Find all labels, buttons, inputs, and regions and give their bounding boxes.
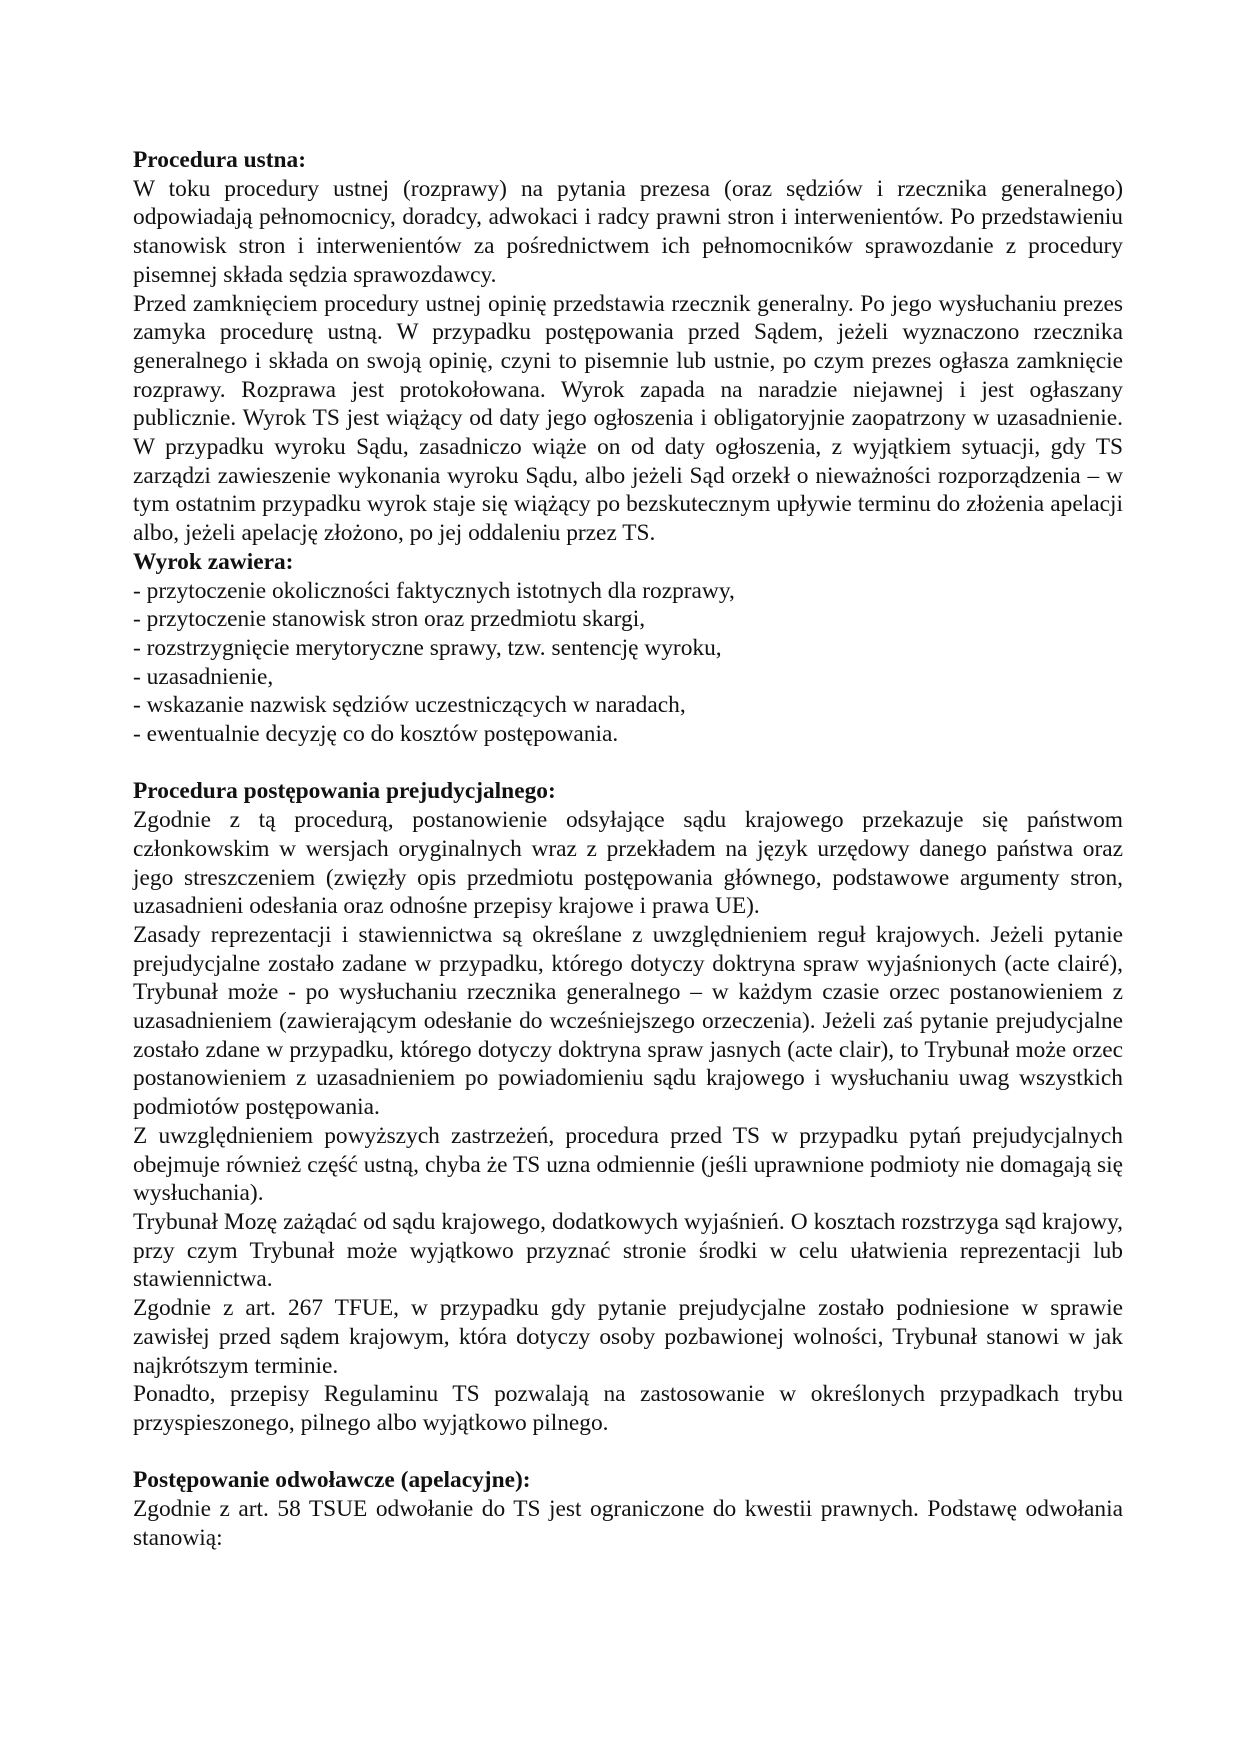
- spacer: [133, 1438, 1123, 1467]
- judgment-contents-list: [133, 577, 1123, 749]
- document-page: [133, 146, 1123, 1552]
- list-item: - przytoczenie okoliczności faktycznych istotnych dla rozprawy,: [133, 577, 735, 604]
- paragraph: Ponadto, przepisy Regulaminu TS pozwalają na zastosowanie w określonych przypadkach trybu przyspieszonego, pilnego albo wyjątkowo pilnego.: [133, 1381, 1123, 1436]
- paragraph: Trybunał Mozę zażądać od sądu krajowego, dodatkowych wyjaśnień. O kosztach rozstrzyga sąd krajowy, przy czym Trybunał może wyjątkowo przyznać stronie środki w celu ułatwienia reprezentacji lub stawiennictwa.: [133, 1209, 1123, 1293]
- paragraph: Zasady reprezentacji i stawiennictwa są określane z uwzględnieniem reguł krajowych. Jeżeli pytanie prejudycjalne zostało zadane w przypadku, którego dotyczy doktryna spraw wyjaśnionych (acte clairé), Trybunał może - po wysłuchaniu rzecznika generalnego – w każdym czasie orzec postanowieniem z uzasadnieniem (zawierającym odesłanie do wcześniejszego orzeczenia). Jeżeli zaś pytanie prejudycjalne zostało zdane w przypadku, którego dotyczy doktryna spraw jasnych (acte clair), to Trybunał może orzec postanowieniem z uzasadnieniem po powiadomieniu sądu krajowego i wysłuchaniu uwag wszystkich podmiotów postępowania.: [133, 921, 1123, 1121]
- paragraph: Zgodnie z tą procedurą, postanowienie odsyłające sądu krajowego przekazuje się państwom członkowskim w wersjach oryginalnych wraz z przekładem na język urzędowy danego państwa oraz jego streszczeniem (zwięzły opis przedmiotu postępowania głównego, podstawowe argumenty stron, uzasadnieni odesłania oraz odnośne przepisy krajowe i prawa UE).: [133, 807, 1123, 920]
- paragraph: Z uwzględnieniem powyższych zastrzeżeń, procedura przed TS w przypadku pytań prejudycjalnych obejmuje również część ustną, chyba że TS uzna odmiennie (jeśli uprawnione podmioty nie domagają się wysłuchania).: [133, 1122, 1123, 1207]
- paragraph: Przed zamknięciem procedury ustnej opinię przedstawia rzecznik generalny. Po jego wysłuchaniu prezes zamyka procedurę ustną. W przypadku postępowania przed Sądem, jeżeli wyznaczono rzecznika generalnego i składa on swoją opinię, czyni to pisemnie lub ustnie, po czym prezes ogłasza zamknięcie rozprawy. Rozprawa jest protokołowana. Wyrok zapada na naradzie niejawnej i jest ogłaszany publicznie. Wyrok TS jest wiążący od daty jego ogłoszenia i obligatoryjnie zaopatrzony w uzasadnienie. W przypadku wyroku Sądu, zasadniczo wiąże on od daty ogłoszenia, z wyjątkiem sytuacji, gdy TS zarządzi zawieszenie wykonania wyroku Sądu, albo jeżeli Sąd orzekł o nieważności rozporządzenia – w tym ostatnim przypadku wyrok staje się wiążący po bezskutecznym upływie terminu do złożenia apelacji albo, jeżeli apelację złożono, po jej oddaleniu przez TS.: [133, 290, 1123, 547]
- list-item: - uzasadnienie,: [133, 663, 274, 690]
- paragraph: W toku procedury ustnej (rozprawy) na pytania prezesa (oraz sędziów i rzecznika generalnego) odpowiadają pełnomocnicy, doradcy, adwokaci i radcy prawni stron i interwenientów. Po przedstawieniu stanowisk stron i interwenientów za pośrednictwem ich pełnomocników sprawozdanie z procedury pisemnej składa sędzia sprawozdawcy.: [133, 175, 1123, 288]
- section-heading-preliminary-ruling: Procedura postępowania prejudycjalnego:: [133, 778, 556, 805]
- list-item: - ewentualnie decyzję co do kosztów postępowania.: [133, 721, 619, 748]
- section-heading-appeal-procedure: Postępowanie odwoławcze (apelacyjne):: [133, 1467, 531, 1494]
- list-item: - przytoczenie stanowisk stron oraz przedmiotu skargi,: [133, 606, 646, 633]
- section-heading-judgment-contents: Wyrok zawiera:: [133, 548, 294, 575]
- section-heading-oral-procedure: Procedura ustna:: [133, 147, 307, 173]
- paragraph: Zgodnie z art. 58 TSUE odwołanie do TS jest ograniczone do kwestii prawnych. Podstawę odwołania stanowią:: [133, 1496, 1123, 1551]
- paragraph: Zgodnie z art. 267 TFUE, w przypadku gdy pytanie prejudycjalne zostało podniesione w sprawie zawisłej przed sądem krajowym, która dotyczy osoby pozbawionej wolności, Trybunał stanowi w jak najkrótszym terminie.: [133, 1295, 1123, 1379]
- list-item: - rozstrzygnięcie merytoryczne sprawy, tzw. sentencję wyroku,: [133, 634, 722, 661]
- list-item: - wskazanie nazwisk sędziów uczestniczących w naradach,: [133, 692, 686, 719]
- spacer: [133, 749, 1123, 778]
